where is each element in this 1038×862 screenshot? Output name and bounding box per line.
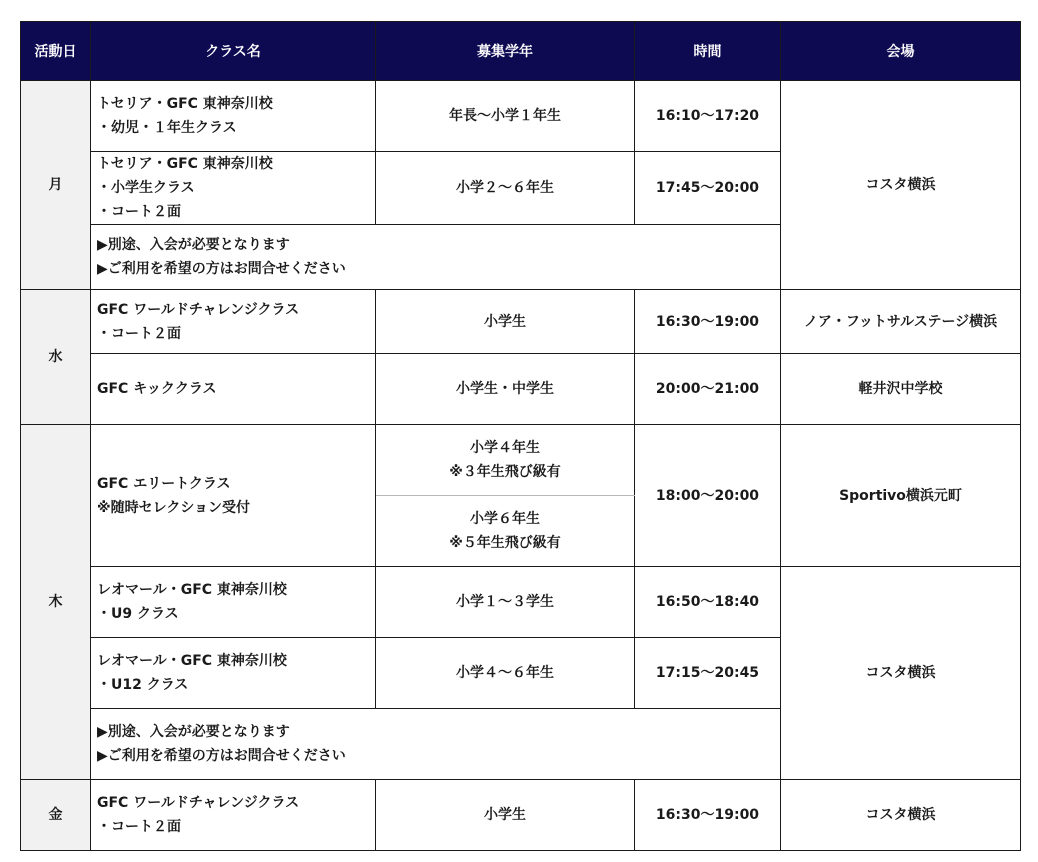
time-cell: 16:30～19:00 xyxy=(635,780,781,851)
venue-cell: コスタ横浜 xyxy=(781,81,1021,290)
time-cell: 20:00～21:00 xyxy=(635,354,781,425)
grade-cell: 小学４～６年生 xyxy=(376,638,635,709)
day-thursday: 木 xyxy=(21,425,91,780)
grade-cell: 小学生・中学生 xyxy=(376,354,635,425)
class-cell: トセリア・GFC 東神奈川校 ・幼児・１年生クラス xyxy=(91,81,376,152)
time-cell: 17:45～20:00 xyxy=(635,152,781,225)
table-row xyxy=(21,567,1021,638)
grade-cell: 小学生 xyxy=(376,290,635,354)
time-cell: 16:30～19:00 xyxy=(635,290,781,354)
header-venue: 会場 xyxy=(781,22,1021,81)
note-cell: ▶別途、入会が必要となります ▶ご利用を希望の方はお問合せください xyxy=(91,225,781,290)
note-cell: ▶別途、入会が必要となります ▶ご利用を希望の方はお問合せください xyxy=(91,709,781,780)
time-cell: 16:10～17:20 xyxy=(635,81,781,152)
header-time: 時間 xyxy=(635,22,781,81)
day-wednesday: 水 xyxy=(21,290,91,425)
time-cell: 18:00～20:00 xyxy=(635,425,781,567)
class-cell: GFC ワールドチャレンジクラス ・コート２面 xyxy=(91,290,376,354)
class-cell: トセリア・GFC 東神奈川校 ・小学生クラス ・コート２面 xyxy=(91,152,376,225)
schedule-table xyxy=(20,21,1021,851)
grade-cell: 小学生 xyxy=(376,780,635,851)
class-cell: レオマール・GFC 東神奈川校 ・U9 クラス xyxy=(91,567,376,638)
header-grade: 募集学年 xyxy=(376,22,635,81)
class-cell: GFC キッククラス xyxy=(91,354,376,425)
class-cell: レオマール・GFC 東神奈川校 ・U12 クラス xyxy=(91,638,376,709)
table-row xyxy=(21,354,1021,425)
table-row xyxy=(21,425,1021,496)
table-row xyxy=(21,290,1021,354)
class-cell: GFC ワールドチャレンジクラス ・コート２面 xyxy=(91,780,376,851)
venue-cell: 軽井沢中学校 xyxy=(781,354,1021,425)
grade-cell: 小学６年生 ※５年生飛び級有 xyxy=(376,496,635,567)
venue-cell: Sportivo横浜元町 xyxy=(781,425,1021,567)
class-cell: GFC エリートクラス ※随時セレクション受付 xyxy=(91,425,376,567)
day-monday: 月 xyxy=(21,81,91,290)
table-row xyxy=(21,780,1021,851)
header-day: 活動日 xyxy=(21,22,91,81)
grade-cell: 小学２～６年生 xyxy=(376,152,635,225)
time-cell: 17:15～20:45 xyxy=(635,638,781,709)
grade-cell: 小学１～３学生 xyxy=(376,567,635,638)
day-friday: 金 xyxy=(21,780,91,851)
header-class-name: クラス名 xyxy=(91,22,376,81)
time-cell: 16:50～18:40 xyxy=(635,567,781,638)
table-row xyxy=(21,81,1021,152)
grade-cell: 年長～小学１年生 xyxy=(376,81,635,152)
grade-cell: 小学４年生 ※３年生飛び級有 xyxy=(376,425,635,496)
venue-cell: コスタ横浜 xyxy=(781,567,1021,780)
header-row xyxy=(21,22,1021,81)
venue-cell: ノア・フットサルステージ横浜 xyxy=(781,290,1021,354)
venue-cell: コスタ横浜 xyxy=(781,780,1021,851)
